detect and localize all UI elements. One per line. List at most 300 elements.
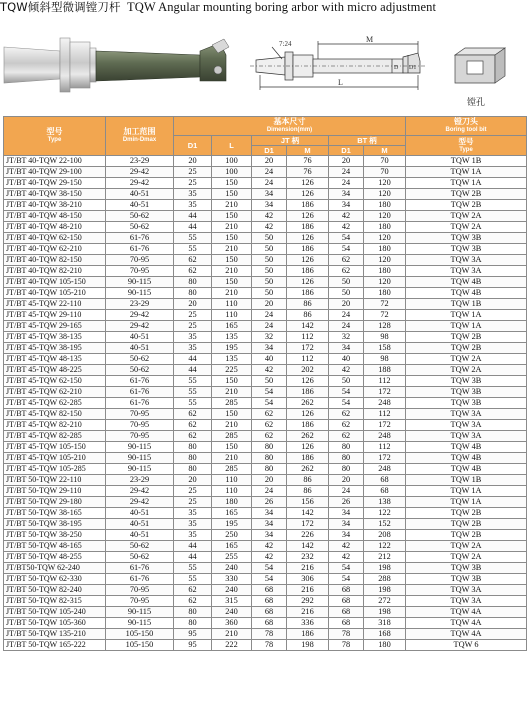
cell-range: 23-29 bbox=[106, 156, 174, 167]
title-en: TQW Angular mounting boring arbor with micro adjustment bbox=[127, 0, 437, 14]
cell-l: 165 bbox=[212, 321, 252, 332]
cell-range: 70-95 bbox=[106, 266, 174, 277]
table-row bbox=[4, 365, 527, 376]
cell-range: 70-95 bbox=[106, 596, 174, 607]
cell-jt-m: 226 bbox=[287, 530, 329, 541]
cell-bt-d1: 54 bbox=[329, 574, 364, 585]
cell-jt-m: 86 bbox=[287, 310, 329, 321]
cell-range: 105-150 bbox=[106, 629, 174, 640]
cell-d1: 44 bbox=[174, 211, 212, 222]
cell-d1: 55 bbox=[174, 244, 212, 255]
cell-tool-type: TQW 4A bbox=[406, 618, 527, 629]
cell-range: 40-51 bbox=[106, 508, 174, 519]
cell-l: 315 bbox=[212, 596, 252, 607]
cell-d1: 35 bbox=[174, 530, 212, 541]
cell-d1: 25 bbox=[174, 178, 212, 189]
cell-bt-m: 198 bbox=[364, 563, 406, 574]
cell-bt-d1: 40 bbox=[329, 354, 364, 365]
cell-model: JT/BT 40-TQW 105-210 bbox=[4, 288, 106, 299]
cell-jt-m: 126 bbox=[287, 409, 329, 420]
cell-range: 40-51 bbox=[106, 343, 174, 354]
cell-jt-m: 216 bbox=[287, 563, 329, 574]
cell-jt-m: 172 bbox=[287, 343, 329, 354]
cell-d1: 25 bbox=[174, 167, 212, 178]
cell-d1: 62 bbox=[174, 266, 212, 277]
cell-jt-d1: 34 bbox=[252, 189, 287, 200]
cell-range: 90-115 bbox=[106, 464, 174, 475]
cell-tool-type: TQW 1B bbox=[406, 475, 527, 486]
table-row bbox=[4, 574, 527, 585]
cell-range: 61-76 bbox=[106, 387, 174, 398]
cell-l: 135 bbox=[212, 332, 252, 343]
table-row bbox=[4, 321, 527, 332]
cell-bt-d1: 68 bbox=[329, 618, 364, 629]
table-row bbox=[4, 618, 527, 629]
cell-model: JT/BT 40-TQW 48-150 bbox=[4, 211, 106, 222]
cell-bt-d1: 54 bbox=[329, 233, 364, 244]
cell-d1: 55 bbox=[174, 563, 212, 574]
cell-range: 29-42 bbox=[106, 486, 174, 497]
cell-model: JT/BT 50-TQW 105-240 bbox=[4, 607, 106, 618]
cell-bt-d1: 42 bbox=[329, 541, 364, 552]
cell-jt-m: 86 bbox=[287, 299, 329, 310]
cell-model: JT/BT 40-TQW 82-150 bbox=[4, 255, 106, 266]
bore-illustration bbox=[455, 48, 505, 83]
table-row bbox=[4, 156, 527, 167]
cell-bt-d1: 26 bbox=[329, 497, 364, 508]
cell-bt-m: 180 bbox=[364, 222, 406, 233]
cell-jt-d1: 80 bbox=[252, 442, 287, 453]
cell-bt-m: 70 bbox=[364, 167, 406, 178]
table-row bbox=[4, 398, 527, 409]
cell-d1: 62 bbox=[174, 255, 212, 266]
cell-range: 23-29 bbox=[106, 299, 174, 310]
cell-bt-m: 248 bbox=[364, 431, 406, 442]
cell-range: 70-95 bbox=[106, 420, 174, 431]
header-dims-cn: 基本尺寸 bbox=[273, 117, 306, 126]
cell-jt-m: 186 bbox=[287, 200, 329, 211]
cell-bt-d1: 34 bbox=[329, 189, 364, 200]
cell-bt-m: 138 bbox=[364, 497, 406, 508]
cell-tool-type: TQW 3A bbox=[406, 596, 527, 607]
cell-jt-m: 186 bbox=[287, 629, 329, 640]
taper-label: 7:24 bbox=[279, 40, 292, 48]
cell-l: 285 bbox=[212, 464, 252, 475]
cell-model: JT/BT 40-TQW 38-150 bbox=[4, 189, 106, 200]
header-tool-model-en: Type bbox=[459, 146, 473, 153]
cell-d1: 25 bbox=[174, 310, 212, 321]
cell-l: 110 bbox=[212, 310, 252, 321]
cell-tool-type: TQW 3B bbox=[406, 244, 527, 255]
cell-tool-type: TQW 3A bbox=[406, 585, 527, 596]
cell-jt-d1: 32 bbox=[252, 332, 287, 343]
cell-l: 195 bbox=[212, 519, 252, 530]
cell-d1: 80 bbox=[174, 618, 212, 629]
cell-l: 225 bbox=[212, 365, 252, 376]
header-dimensions bbox=[174, 117, 406, 136]
cell-tool-type: TQW 4B bbox=[406, 464, 527, 475]
cell-l: 150 bbox=[212, 442, 252, 453]
cell-jt-m: 86 bbox=[287, 475, 329, 486]
cell-bt-d1: 50 bbox=[329, 376, 364, 387]
cell-model: JT/BT50-TQW 62-240 bbox=[4, 563, 106, 574]
cell-d1: 44 bbox=[174, 354, 212, 365]
cell-d1: 25 bbox=[174, 486, 212, 497]
cell-bt-d1: 34 bbox=[329, 200, 364, 211]
cell-jt-d1: 42 bbox=[252, 365, 287, 376]
cell-bt-d1: 24 bbox=[329, 321, 364, 332]
cell-jt-d1: 50 bbox=[252, 288, 287, 299]
cell-bt-d1: 20 bbox=[329, 299, 364, 310]
cell-jt-d1: 54 bbox=[252, 387, 287, 398]
cell-bt-m: 318 bbox=[364, 618, 406, 629]
cell-bt-d1: 80 bbox=[329, 464, 364, 475]
cell-jt-m: 186 bbox=[287, 387, 329, 398]
cell-l: 100 bbox=[212, 167, 252, 178]
cell-tool-type: TQW 2B bbox=[406, 200, 527, 211]
cell-d1: 35 bbox=[174, 332, 212, 343]
cell-jt-m: 126 bbox=[287, 277, 329, 288]
cell-bt-m: 128 bbox=[364, 321, 406, 332]
cell-bt-m: 172 bbox=[364, 420, 406, 431]
cell-model: JT/BT 50-TQW 62-330 bbox=[4, 574, 106, 585]
page-title bbox=[0, 0, 529, 15]
cell-l: 285 bbox=[212, 398, 252, 409]
cell-tool-type: TQW 1A bbox=[406, 310, 527, 321]
table-row bbox=[4, 222, 527, 233]
dim-d1-label: D1 bbox=[409, 65, 417, 71]
cell-l: 210 bbox=[212, 266, 252, 277]
cell-jt-d1: 40 bbox=[252, 354, 287, 365]
cell-model: JT/BT 40-TQW 82-210 bbox=[4, 266, 106, 277]
cell-jt-d1: 24 bbox=[252, 321, 287, 332]
cell-model: JT/BT 40-TQW 105-150 bbox=[4, 277, 106, 288]
cell-bt-m: 180 bbox=[364, 640, 406, 651]
cell-range: 70-95 bbox=[106, 255, 174, 266]
table-row bbox=[4, 519, 527, 530]
table-row bbox=[4, 464, 527, 475]
cell-range: 105-150 bbox=[106, 640, 174, 651]
cell-model: JT/BT 50-TQW 165-222 bbox=[4, 640, 106, 651]
cell-jt-d1: 26 bbox=[252, 497, 287, 508]
cell-bt-m: 120 bbox=[364, 277, 406, 288]
header-tool-en: Boring tool bit bbox=[445, 127, 487, 133]
cell-d1: 35 bbox=[174, 200, 212, 211]
cell-bt-d1: 80 bbox=[329, 453, 364, 464]
cell-l: 210 bbox=[212, 244, 252, 255]
cell-bt-m: 98 bbox=[364, 332, 406, 343]
arbor-photo bbox=[0, 15, 235, 115]
cell-d1: 62 bbox=[174, 585, 212, 596]
cell-bt-m: 198 bbox=[364, 585, 406, 596]
cell-model: JT/BT 40-TQW 29-150 bbox=[4, 178, 106, 189]
cell-jt-m: 262 bbox=[287, 464, 329, 475]
cell-range: 29-42 bbox=[106, 321, 174, 332]
cell-range: 29-42 bbox=[106, 497, 174, 508]
cell-tool-type: TQW 1A bbox=[406, 167, 527, 178]
cell-model: JT/BT 50-TQW 29-180 bbox=[4, 497, 106, 508]
cell-jt-d1: 24 bbox=[252, 486, 287, 497]
spec-table bbox=[3, 116, 527, 651]
cell-l: 150 bbox=[212, 178, 252, 189]
header-model-en: Type bbox=[47, 137, 62, 143]
cell-range: 90-115 bbox=[106, 277, 174, 288]
cell-bt-m: 212 bbox=[364, 552, 406, 563]
cell-l: 240 bbox=[212, 607, 252, 618]
cell-bt-d1: 20 bbox=[329, 156, 364, 167]
table-row bbox=[4, 607, 527, 618]
table-row bbox=[4, 563, 527, 574]
cell-model: JT/BT 40-TQW 48-210 bbox=[4, 222, 106, 233]
cell-model: JT/BT 45-TQW 38-135 bbox=[4, 332, 106, 343]
cell-range: 61-76 bbox=[106, 563, 174, 574]
cell-jt-m: 126 bbox=[287, 442, 329, 453]
cell-l: 150 bbox=[212, 376, 252, 387]
cell-jt-d1: 42 bbox=[252, 211, 287, 222]
cell-d1: 80 bbox=[174, 453, 212, 464]
cell-l: 210 bbox=[212, 453, 252, 464]
cell-tool-type: TQW 2B bbox=[406, 530, 527, 541]
table-row bbox=[4, 508, 527, 519]
cell-jt-d1: 68 bbox=[252, 618, 287, 629]
cell-bt-d1: 54 bbox=[329, 398, 364, 409]
table-row bbox=[4, 629, 527, 640]
cell-model: JT/BT 45-TQW 62-210 bbox=[4, 387, 106, 398]
cell-bt-m: 188 bbox=[364, 365, 406, 376]
cell-bt-m: 122 bbox=[364, 541, 406, 552]
cell-jt-m: 186 bbox=[287, 266, 329, 277]
cell-model: JT/BT 45-TQW 82-285 bbox=[4, 431, 106, 442]
cell-d1: 62 bbox=[174, 409, 212, 420]
cell-d1: 44 bbox=[174, 365, 212, 376]
cell-jt-m: 216 bbox=[287, 585, 329, 596]
cell-range: 70-95 bbox=[106, 409, 174, 420]
header-tool-model bbox=[406, 136, 527, 156]
cell-bt-d1: 80 bbox=[329, 442, 364, 453]
cell-model: JT/BT 45-TQW 29-110 bbox=[4, 310, 106, 321]
cell-l: 240 bbox=[212, 563, 252, 574]
cell-l: 165 bbox=[212, 508, 252, 519]
cell-range: 50-62 bbox=[106, 211, 174, 222]
table-row bbox=[4, 387, 527, 398]
cell-jt-d1: 54 bbox=[252, 398, 287, 409]
cell-jt-m: 306 bbox=[287, 574, 329, 585]
cell-d1: 62 bbox=[174, 420, 212, 431]
cell-range: 40-51 bbox=[106, 200, 174, 211]
cell-d1: 95 bbox=[174, 640, 212, 651]
cell-tool-type: TQW 4B bbox=[406, 288, 527, 299]
cell-tool-type: TQW 1B bbox=[406, 299, 527, 310]
cell-model: JT/BT 40-TQW 62-150 bbox=[4, 233, 106, 244]
cell-model: JT/BT 45-TQW 38-195 bbox=[4, 343, 106, 354]
cell-jt-m: 292 bbox=[287, 596, 329, 607]
cell-jt-d1: 68 bbox=[252, 585, 287, 596]
cell-d1: 55 bbox=[174, 387, 212, 398]
cell-l: 285 bbox=[212, 431, 252, 442]
cell-l: 135 bbox=[212, 354, 252, 365]
cell-bt-m: 272 bbox=[364, 596, 406, 607]
cell-bt-m: 208 bbox=[364, 530, 406, 541]
cell-jt-m: 142 bbox=[287, 321, 329, 332]
cell-bt-d1: 54 bbox=[329, 563, 364, 574]
header-jt: JT 柄 bbox=[252, 136, 329, 146]
cell-l: 150 bbox=[212, 277, 252, 288]
cell-jt-m: 112 bbox=[287, 354, 329, 365]
cell-jt-d1: 50 bbox=[252, 255, 287, 266]
cell-jt-d1: 50 bbox=[252, 266, 287, 277]
bore-caption: 镗孔 bbox=[467, 98, 486, 108]
cell-l: 210 bbox=[212, 288, 252, 299]
table-row bbox=[4, 541, 527, 552]
table-row bbox=[4, 552, 527, 563]
header-tool bbox=[406, 117, 527, 136]
cell-tool-type: TQW 3A bbox=[406, 431, 527, 442]
cell-bt-m: 112 bbox=[364, 376, 406, 387]
cell-d1: 80 bbox=[174, 442, 212, 453]
header-tool-model-cn: 型号 bbox=[458, 136, 474, 146]
cell-bt-d1: 62 bbox=[329, 255, 364, 266]
cell-jt-m: 126 bbox=[287, 255, 329, 266]
cell-tool-type: TQW 2B bbox=[406, 189, 527, 200]
cell-jt-d1: 50 bbox=[252, 376, 287, 387]
cell-jt-d1: 62 bbox=[252, 409, 287, 420]
cell-tool-type: TQW 3B bbox=[406, 387, 527, 398]
cell-d1: 55 bbox=[174, 398, 212, 409]
table-row bbox=[4, 431, 527, 442]
table-row bbox=[4, 211, 527, 222]
cell-bt-m: 112 bbox=[364, 442, 406, 453]
cell-bt-m: 120 bbox=[364, 233, 406, 244]
table-row bbox=[4, 420, 527, 431]
cell-range: 50-62 bbox=[106, 354, 174, 365]
cell-l: 210 bbox=[212, 222, 252, 233]
cell-jt-d1: 80 bbox=[252, 453, 287, 464]
cell-range: 50-62 bbox=[106, 222, 174, 233]
cell-tool-type: TQW 3B bbox=[406, 376, 527, 387]
dim-l-label: L bbox=[338, 78, 343, 87]
cell-d1: 20 bbox=[174, 475, 212, 486]
cell-d1: 55 bbox=[174, 376, 212, 387]
cell-l: 222 bbox=[212, 640, 252, 651]
header-range bbox=[106, 117, 174, 156]
cell-jt-m: 262 bbox=[287, 398, 329, 409]
cell-jt-d1: 50 bbox=[252, 277, 287, 288]
cell-tool-type: TQW 4A bbox=[406, 607, 527, 618]
cell-jt-d1: 42 bbox=[252, 222, 287, 233]
cell-model: JT/BT 45-TQW 62-285 bbox=[4, 398, 106, 409]
cell-d1: 55 bbox=[174, 233, 212, 244]
cell-bt-m: 120 bbox=[364, 255, 406, 266]
cell-bt-m: 120 bbox=[364, 189, 406, 200]
cell-range: 40-51 bbox=[106, 530, 174, 541]
cell-jt-m: 126 bbox=[287, 178, 329, 189]
table-row bbox=[4, 200, 527, 211]
cell-jt-d1: 24 bbox=[252, 178, 287, 189]
cell-tool-type: TQW 2A bbox=[406, 552, 527, 563]
spec-table-body bbox=[4, 156, 527, 651]
cell-jt-m: 186 bbox=[287, 420, 329, 431]
cell-tool-type: TQW 1B bbox=[406, 156, 527, 167]
cell-range: 40-51 bbox=[106, 189, 174, 200]
cell-tool-type: TQW 2A bbox=[406, 541, 527, 552]
cell-range: 90-115 bbox=[106, 618, 174, 629]
cell-tool-type: TQW 2B bbox=[406, 332, 527, 343]
cell-model: JT/BT 45-TQW 48-135 bbox=[4, 354, 106, 365]
cell-jt-d1: 20 bbox=[252, 299, 287, 310]
cell-l: 250 bbox=[212, 530, 252, 541]
cell-l: 150 bbox=[212, 233, 252, 244]
cell-d1: 95 bbox=[174, 629, 212, 640]
header-bt: BT 柄 bbox=[329, 136, 406, 146]
cell-l: 210 bbox=[212, 629, 252, 640]
cell-model: JT/BT 40-TQW 22-100 bbox=[4, 156, 106, 167]
cell-jt-d1: 34 bbox=[252, 519, 287, 530]
cell-bt-m: 172 bbox=[364, 453, 406, 464]
cell-tool-type: TQW 3A bbox=[406, 266, 527, 277]
cell-d1: 44 bbox=[174, 541, 212, 552]
cell-bt-m: 72 bbox=[364, 310, 406, 321]
cell-bt-m: 98 bbox=[364, 354, 406, 365]
cell-bt-m: 172 bbox=[364, 387, 406, 398]
cell-range: 61-76 bbox=[106, 398, 174, 409]
cell-model: JT/BT 50-TQW 135-210 bbox=[4, 629, 106, 640]
cell-jt-d1: 20 bbox=[252, 156, 287, 167]
cell-model: JT/BT 50-TQW 38-165 bbox=[4, 508, 106, 519]
table-row bbox=[4, 530, 527, 541]
cell-bt-m: 248 bbox=[364, 398, 406, 409]
table-row bbox=[4, 376, 527, 387]
cell-bt-d1: 24 bbox=[329, 310, 364, 321]
cell-jt-d1: 78 bbox=[252, 629, 287, 640]
cell-jt-d1: 68 bbox=[252, 596, 287, 607]
cell-d1: 20 bbox=[174, 299, 212, 310]
cell-model: JT/BT 45-TQW 105-285 bbox=[4, 464, 106, 475]
table-row bbox=[4, 266, 527, 277]
cell-bt-m: 68 bbox=[364, 475, 406, 486]
cell-bt-m: 68 bbox=[364, 486, 406, 497]
cell-l: 150 bbox=[212, 255, 252, 266]
cell-jt-d1: 42 bbox=[252, 541, 287, 552]
cell-range: 61-76 bbox=[106, 574, 174, 585]
cell-tool-type: TQW 3B bbox=[406, 398, 527, 409]
cell-range: 70-95 bbox=[106, 585, 174, 596]
cell-bt-d1: 34 bbox=[329, 519, 364, 530]
product-figure-svg bbox=[0, 15, 529, 115]
cell-jt-d1: 34 bbox=[252, 508, 287, 519]
cell-model: JT/BT 45-TQW 82-210 bbox=[4, 420, 106, 431]
cell-d1: 80 bbox=[174, 607, 212, 618]
cell-jt-m: 86 bbox=[287, 486, 329, 497]
cell-bt-d1: 68 bbox=[329, 607, 364, 618]
cell-range: 61-76 bbox=[106, 376, 174, 387]
cell-jt-d1: 24 bbox=[252, 310, 287, 321]
cell-jt-d1: 50 bbox=[252, 233, 287, 244]
table-row bbox=[4, 640, 527, 651]
header-bt-m: M bbox=[364, 146, 406, 156]
table-row bbox=[4, 255, 527, 266]
cell-model: JT/BT 40-TQW 38-210 bbox=[4, 200, 106, 211]
dim-m-label: M bbox=[366, 35, 374, 44]
cell-tool-type: TQW 6 bbox=[406, 640, 527, 651]
table-row bbox=[4, 167, 527, 178]
table-row bbox=[4, 299, 527, 310]
cell-bt-d1: 54 bbox=[329, 244, 364, 255]
cell-tool-type: TQW 4B bbox=[406, 277, 527, 288]
header-d1: D1 bbox=[174, 136, 212, 156]
cell-bt-m: 180 bbox=[364, 266, 406, 277]
cell-bt-d1: 78 bbox=[329, 640, 364, 651]
cell-bt-d1: 24 bbox=[329, 486, 364, 497]
